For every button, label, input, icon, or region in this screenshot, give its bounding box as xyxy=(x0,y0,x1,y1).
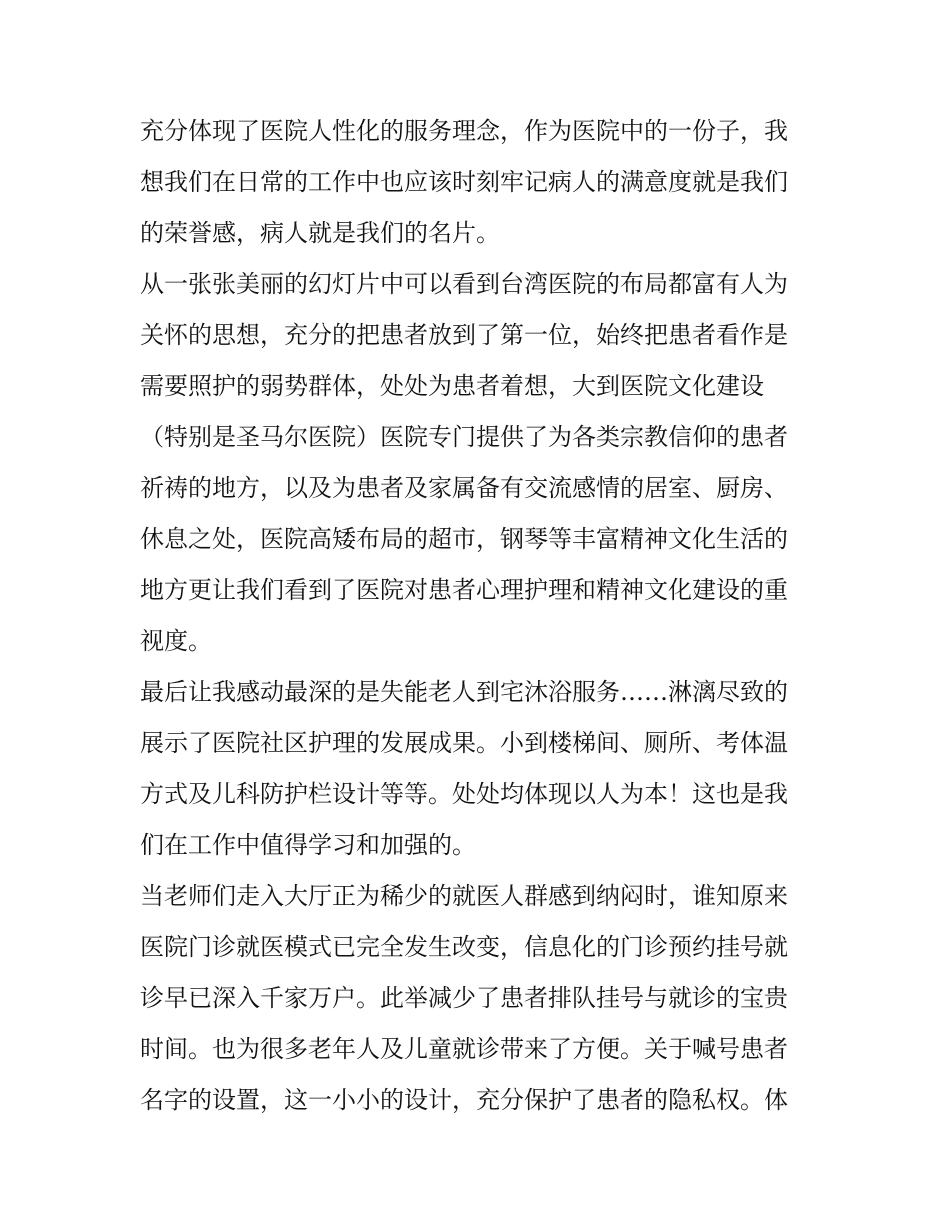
text-line: 最后让我感动最深的是失能老人到宅沐浴服务……淋漓尽致的 xyxy=(140,678,788,706)
text-line: 视度。 xyxy=(140,627,212,655)
text-line: 祈祷的地方，以及为患者及家属备有交流感情的居室、厨房、 xyxy=(140,474,788,502)
text-line: 从一张张美丽的幻灯片中可以看到台湾医院的布局都富有人为 xyxy=(140,270,788,298)
body-text xyxy=(140,106,820,1126)
text-line: 需要照护的弱势群体，处处为患者着想，大到医院文化建设 xyxy=(140,372,764,400)
text-line: 当老师们走入大厅正为稀少的就医人群感到纳闷时，谁知原来 xyxy=(140,882,788,910)
text-line: 展示了医院社区护理的发展成果。小到楼梯间、厕所、考体温 xyxy=(140,729,788,757)
text-line: 地方更让我们看到了医院对患者心理护理和精神文化建设的重 xyxy=(140,576,788,604)
text-line: 的荣誉感，病人就是我们的名片。 xyxy=(140,219,500,247)
text-line: 休息之处，医院高矮布局的超市，钢琴等丰富精神文化生活的 xyxy=(140,525,788,553)
text-line: 方式及儿科防护栏设计等等。处处均体现以人为本！这也是我 xyxy=(140,780,788,808)
text-line: 名字的设置，这一小小的设计，充分保护了患者的隐私权。体 xyxy=(140,1086,788,1114)
text-line: （特别是圣马尔医院）医院专门提供了为各类宗教信仰的患者 xyxy=(140,423,788,451)
text-line: 充分体现了医院人性化的服务理念，作为医院中的一份子，我 xyxy=(140,117,788,145)
text-line: 诊早已深入千家万户。此举减少了患者排队挂号与就诊的宝贵 xyxy=(140,984,788,1012)
text-line: 时间。也为很多老年人及儿童就诊带来了方便。关于喊号患者 xyxy=(140,1035,788,1063)
text-line: 关怀的思想，充分的把患者放到了第一位，始终把患者看作是 xyxy=(140,321,788,349)
text-line: 想我们在日常的工作中也应该时刻牢记病人的满意度就是我们 xyxy=(140,168,788,196)
text-line: 医院门诊就医模式已完全发生改变，信息化的门诊预约挂号就 xyxy=(140,933,788,961)
text-line: 们在工作中值得学习和加强的。 xyxy=(140,831,476,859)
